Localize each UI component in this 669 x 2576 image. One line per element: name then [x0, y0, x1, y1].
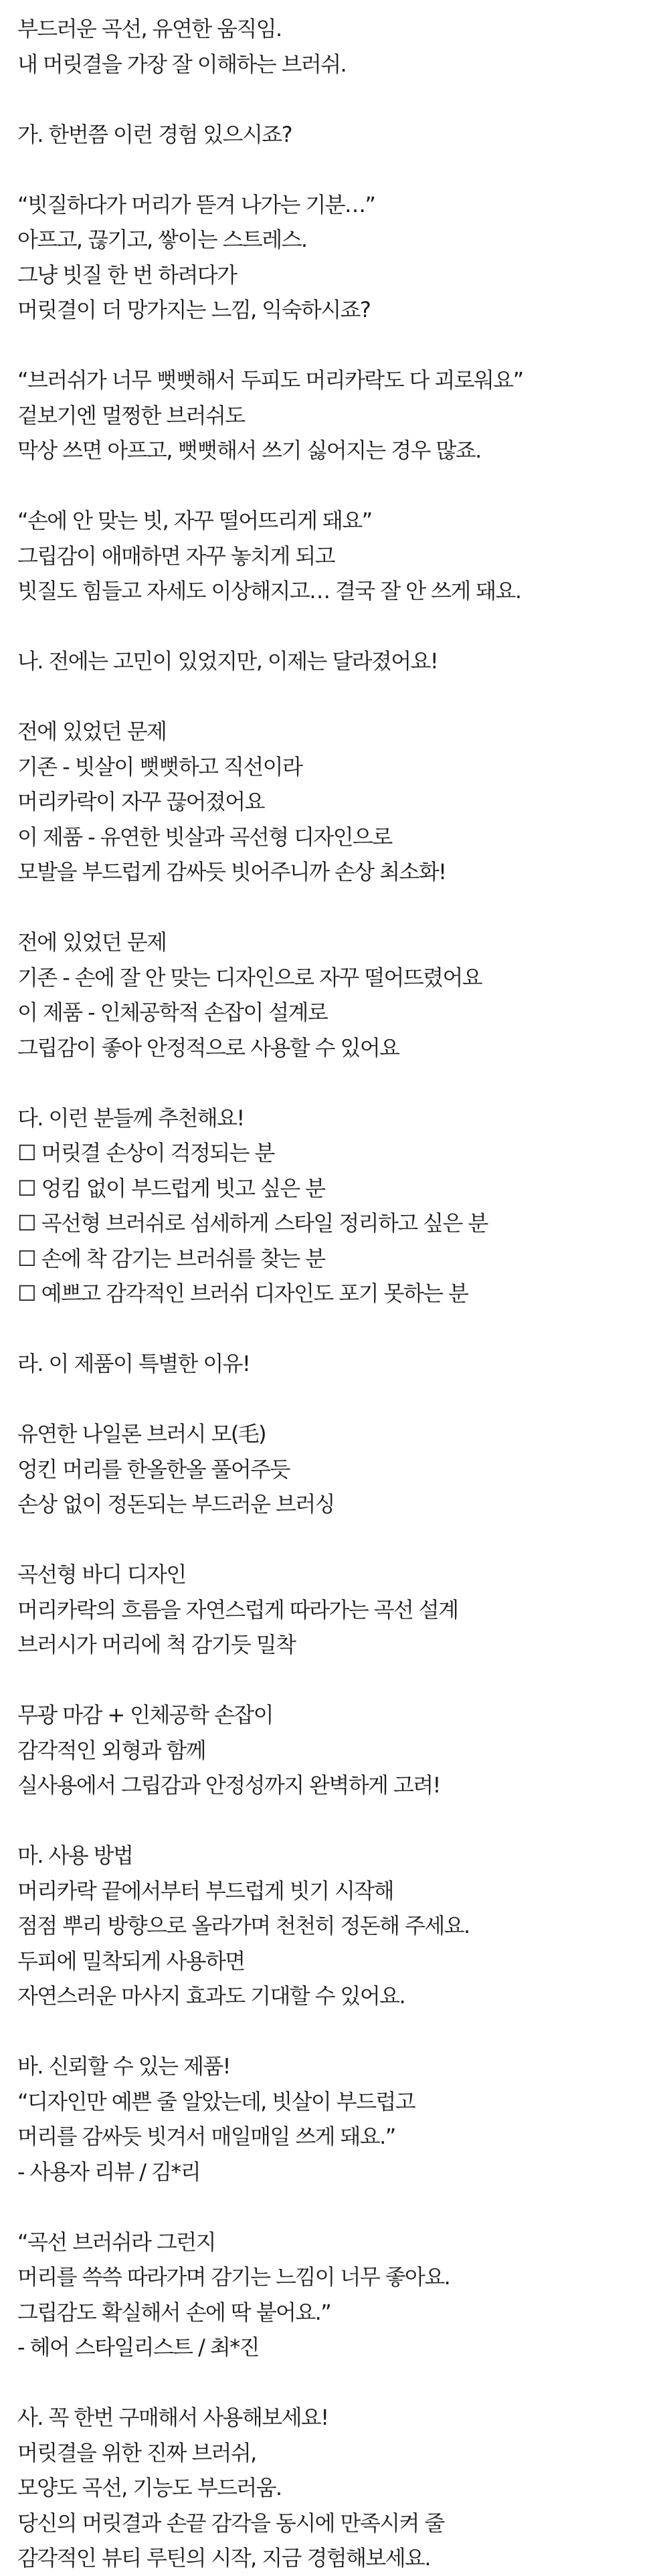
blank-line	[17, 82, 653, 117]
blank-line	[17, 2365, 653, 2401]
text-line: 모양도 곡선, 기능도 부드러움.	[17, 2475, 282, 2500]
text-line: 유연한 나일론 브러시 모(毛)	[17, 1421, 266, 1447]
text-line: 이 제품 - 인체공학적 손잡이 설계로	[17, 1000, 328, 1025]
text-line: 그립감도 확실해서 손에 딱 붙어요.”	[17, 2299, 331, 2325]
text-line: 머리카락 끝에서부터 부드럽게 빗기 시작해	[17, 1877, 393, 1904]
text-line: 이 제품 - 유연한 빗살과 곡선형 디자인으로	[17, 824, 392, 850]
text-line: ☐ 엉킴 없이 부드럽게 빗고 싶은 분	[17, 1175, 325, 1201]
text-line: “곡선 브러쉬라 그런지	[17, 2229, 215, 2255]
blank-line	[17, 1663, 653, 1698]
text-line: ☐ 예쁘고 감각적인 브러쉬 디자인도 포기 못하는 분	[17, 1281, 468, 1306]
text-line: 가. 한번쯤 이런 경험 있으시죠?	[17, 121, 292, 147]
text-line: 곡선형 바디 디자인	[17, 1562, 186, 1587]
text-line: 점점 뿌리 방향으로 올라가며 천천히 정돈해 주세요.	[17, 1913, 470, 1938]
text-line: 감각적인 뷰티 루틴의 시작, 지금 경험해보세요.	[17, 2545, 430, 2571]
text-line: “손에 안 맞는 빗, 자꾸 떨어뜨리게 돼요”	[17, 508, 372, 533]
blank-line	[17, 890, 653, 925]
text-line: 그립감이 애매하면 자꾸 놓치게 되고	[17, 543, 334, 569]
text-line: 자연스러운 마사지 효과도 기대할 수 있어요.	[17, 1983, 405, 2009]
text-line: 부드러운 곡선, 유연한 움직임.	[17, 16, 282, 41]
text-line: 전에 있었던 문제	[17, 719, 167, 744]
blank-line	[17, 679, 653, 715]
blank-line	[17, 328, 653, 363]
text-line: “디자인만 예쁜 줄 알았는데, 빗살이 부드럽고	[17, 2088, 415, 2114]
text-line: 머리카락의 흐름을 자연스럽게 따라가는 곡선 설계	[17, 1596, 458, 1623]
text-line: 손상 없이 정돈되는 부드러운 브러싱	[17, 1491, 334, 1517]
text-line: 빗질도 힘들고 자세도 이상해지고… 결국 잘 안 쓰게 돼요.	[17, 578, 521, 604]
text-line: 모발을 부드럽게 감싸듯 빗어주니까 손상 최소화!	[17, 859, 446, 885]
text-line: 머리를 쓱쓱 따라가며 감기는 느낌이 너무 좋아요.	[17, 2264, 450, 2290]
text-line: 기존 - 손에 잘 안 맞는 디자인으로 자꾸 떨어뜨렸어요	[17, 964, 482, 990]
text-line: - 사용자 리뷰 / 김*리	[17, 2158, 201, 2185]
text-line: 아프고, 끊기고, 쌓이는 스트레스.	[17, 227, 307, 252]
blank-line	[17, 609, 653, 644]
text-line: 브러시가 머리에 척 감기듯 밀착	[17, 1632, 296, 1657]
text-line: 그냥 빗질 한 번 하려다가	[17, 262, 237, 288]
text-line: 전에 있었던 문제	[17, 929, 167, 955]
text-line: 기존 - 빗살이 뻣뻣하고 직선이라	[17, 753, 302, 779]
text-line: 겉보기엔 멀쩡한 브러쉬도	[17, 402, 245, 428]
text-line: 실사용에서 그립감과 안정성까지 완벽하게 고려!	[17, 1772, 440, 1798]
text-line: ☐ 손에 착 감기는 브러쉬를 찾는 분	[17, 1245, 325, 1271]
blank-line	[17, 2189, 653, 2225]
text-line: 그립감이 좋아 안정적으로 사용할 수 있어요	[17, 1034, 399, 1061]
text-line: 나. 전에는 고민이 있었지만, 이제는 달라졌어요!	[17, 648, 438, 674]
product-description-text	[17, 11, 653, 2576]
text-line: 바. 신뢰할 수 있는 제품!	[17, 2053, 230, 2079]
text-line: - 헤어 스타일리스트 / 최*진	[17, 2334, 259, 2360]
blank-line	[17, 1803, 653, 1839]
text-line: “브러쉬가 너무 뻣뻣해서 두피도 머리카락도 다 괴로워요”	[17, 367, 523, 393]
text-line: 다. 이런 분들께 추천해요!	[17, 1105, 244, 1131]
blank-line	[17, 2014, 653, 2049]
text-line: 내 머릿결을 가장 잘 이해하는 브러쉬.	[17, 51, 347, 77]
blank-line	[17, 1522, 653, 1558]
text-line: 엉킨 머리를 한올한올 풀어주듯	[17, 1456, 290, 1482]
text-line: 무광 마감 + 인체공학 손잡이	[17, 1702, 273, 1728]
text-line: 머릿결이 더 망가지는 느낌, 익숙하시죠?	[17, 297, 371, 323]
text-line: 두피에 밀착되게 사용하면	[17, 1948, 245, 1974]
text-line: 막상 쓰면 아프고, 뻣뻣해서 쓰기 싫어지는 경우 많죠.	[17, 438, 481, 463]
text-line: 머리카락이 자꾸 끊어졌어요	[17, 789, 264, 814]
blank-line	[17, 152, 653, 187]
blank-line	[17, 468, 653, 504]
text-line: 머리를 감싸듯 빗겨서 매일매일 쓰게 돼요.”	[17, 2124, 395, 2149]
text-line: “빗질하다가 머리가 뜯겨 나가는 기분…”	[17, 191, 375, 217]
text-line: 머릿결을 위한 진짜 브러쉬,	[17, 2440, 256, 2466]
text-line: 라. 이 제품이 특별한 이유!	[17, 1351, 250, 1376]
text-line: 당신의 머릿결과 손끝 감각을 동시에 만족시켜 줄	[17, 2510, 444, 2536]
blank-line	[17, 1065, 653, 1101]
blank-line	[17, 1311, 653, 1347]
text-line: 감각적인 외형과 함께	[17, 1737, 205, 1763]
text-line: 사. 꼭 한번 구매해서 사용해보세요!	[17, 2405, 328, 2430]
blank-line	[17, 1382, 653, 1417]
text-line: ☐ 곡선형 브러쉬로 섬세하게 스타일 정리하고 싶은 분	[17, 1210, 488, 1236]
text-line: 마. 사용 방법	[17, 1843, 133, 1868]
text-line: ☐ 머릿결 손상이 걱정되는 분	[17, 1140, 274, 1166]
